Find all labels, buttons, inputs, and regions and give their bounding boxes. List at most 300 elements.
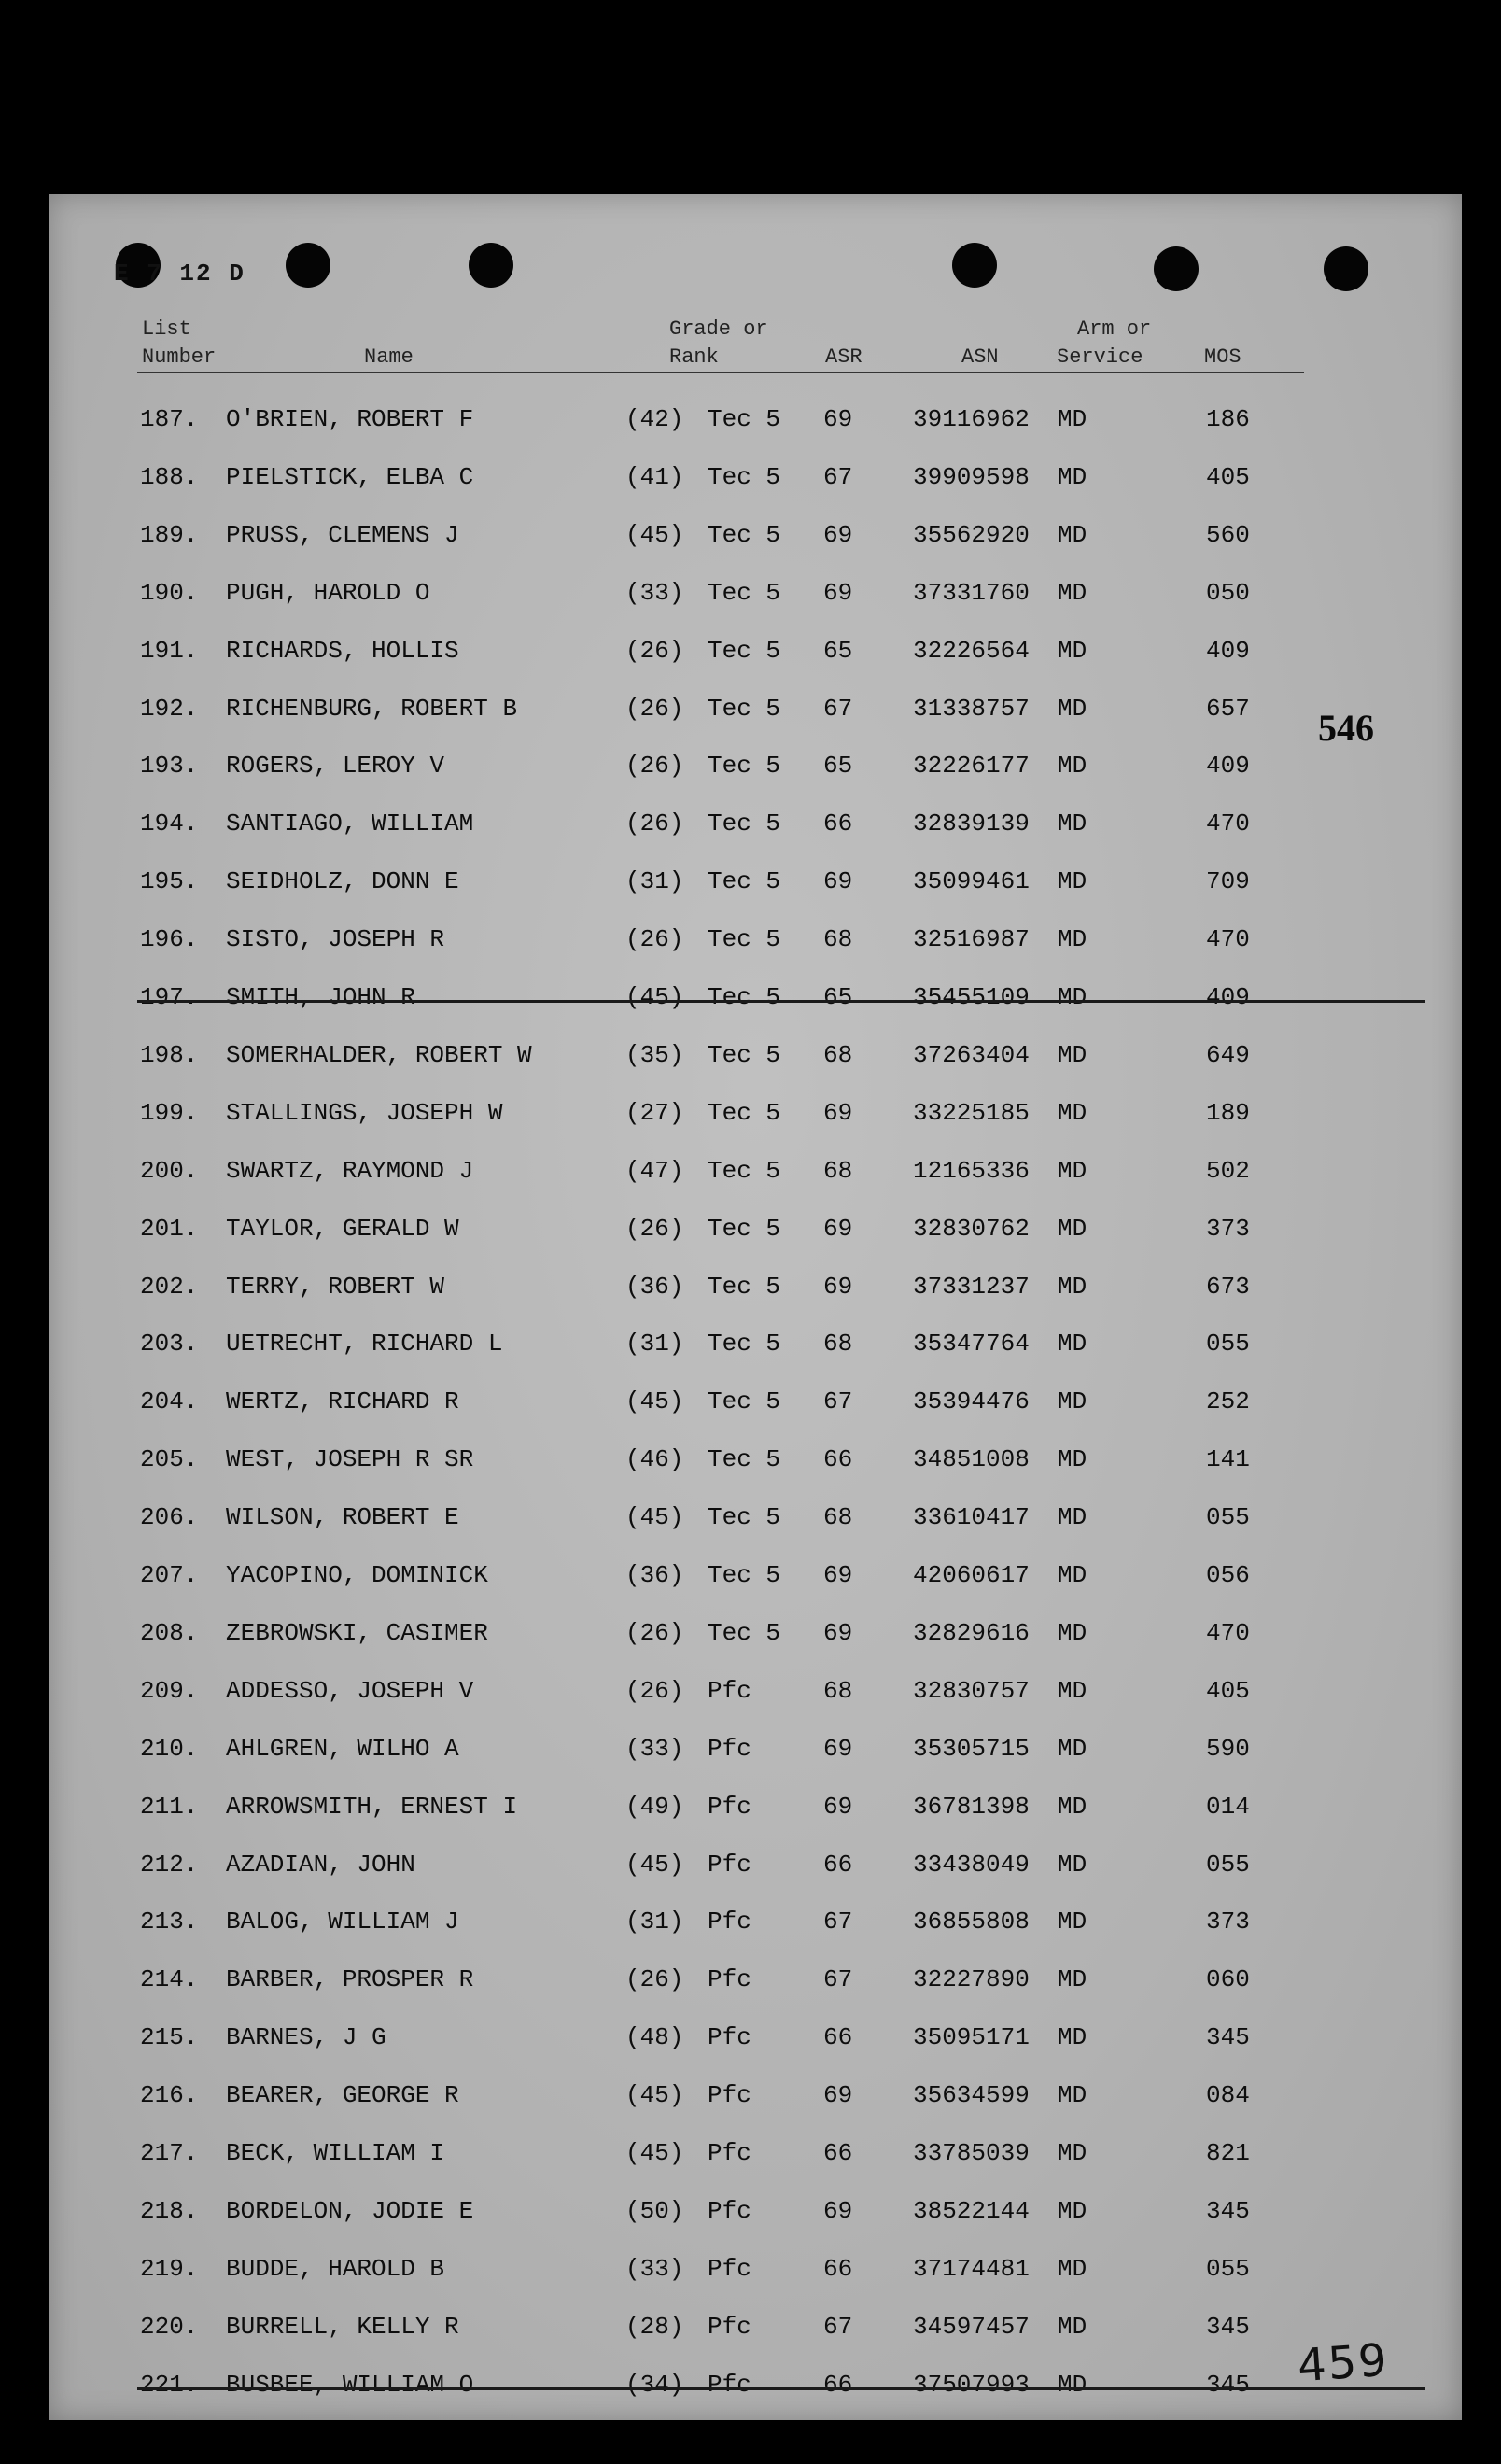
cell-mos: 345: [1206, 2197, 1250, 2225]
cell-name: SEIDHOLZ, DONN E: [226, 867, 459, 895]
cell-grade: Pfc: [708, 2023, 751, 2051]
table-row: [49, 1384, 1462, 1421]
cell-asn: 32829616: [913, 1619, 1030, 1647]
cell-asr: 68: [823, 925, 853, 953]
cell-age: (33): [625, 1735, 684, 1763]
cell-grade: Pfc: [708, 1908, 751, 1936]
cell-asr: 69: [823, 1215, 853, 1243]
cell-mos: 560: [1206, 521, 1250, 549]
cell-name: AZADIAN, JOHN: [226, 1851, 415, 1879]
cell-mos: 056: [1206, 1561, 1250, 1589]
cell-mos: 373: [1206, 1215, 1250, 1243]
cell-arm: MD: [1058, 867, 1087, 895]
cell-name: STALLINGS, JOSEPH W: [226, 1099, 503, 1127]
cell-arm: MD: [1058, 1619, 1087, 1647]
cell-name: YACOPINO, DOMINICK: [226, 1561, 488, 1589]
table-row: [49, 1269, 1462, 1306]
cell-num: 187.: [140, 405, 199, 433]
cell-grade: Tec 5: [708, 695, 781, 723]
cell-age: (33): [625, 2255, 684, 2283]
cell-name: BALOG, WILLIAM J: [226, 1908, 459, 1936]
cell-mos: 345: [1206, 2023, 1250, 2051]
cell-name: SANTIAGO, WILLIAM: [226, 810, 474, 838]
table-row: [49, 2193, 1462, 2231]
table-row: [49, 1153, 1462, 1190]
cell-grade: Pfc: [708, 1851, 751, 1879]
cell-arm: MD: [1058, 1793, 1087, 1821]
cell-mos: 657: [1206, 695, 1250, 723]
cell-asn: 42060617: [913, 1561, 1030, 1589]
cell-asr: 66: [823, 2023, 853, 2051]
cell-asn: 35305715: [913, 1735, 1030, 1763]
cell-asn: 37263404: [913, 1041, 1030, 1069]
punch-hole-6: [1324, 246, 1368, 291]
cell-num: 221.: [140, 2371, 199, 2399]
cell-age: (49): [625, 1793, 684, 1821]
cell-grade: Pfc: [708, 1793, 751, 1821]
cell-age: (35): [625, 1041, 684, 1069]
cell-name: BEARER, GEORGE R: [226, 2081, 459, 2109]
cell-mos: 373: [1206, 1908, 1250, 1936]
cell-asr: 69: [823, 2081, 853, 2109]
cell-arm: MD: [1058, 1157, 1087, 1185]
cell-asn: 34851008: [913, 1445, 1030, 1473]
cell-asr: 65: [823, 752, 853, 780]
roster-page: [49, 194, 1462, 2420]
cell-grade: Tec 5: [708, 1445, 781, 1473]
cell-asr: 68: [823, 1157, 853, 1185]
strikethrough-line: [137, 2387, 1425, 2390]
table-row: [49, 1326, 1462, 1363]
cell-name: BARBER, PROSPER R: [226, 1965, 474, 1993]
cell-mos: 502: [1206, 1157, 1250, 1185]
cell-age: (27): [625, 1099, 684, 1127]
header-asn: ASN: [961, 345, 999, 369]
cell-arm: MD: [1058, 1561, 1087, 1589]
cell-arm: MD: [1058, 1445, 1087, 1473]
cell-mos: 409: [1206, 637, 1250, 665]
cell-name: PRUSS, CLEMENS J: [226, 521, 459, 549]
table-row: [49, 691, 1462, 728]
cell-grade: Pfc: [708, 2139, 751, 2167]
cell-name: UETRECHT, RICHARD L: [226, 1330, 503, 1358]
table-row: [49, 1731, 1462, 1768]
cell-name: TERRY, ROBERT W: [226, 1273, 445, 1301]
cell-mos: 345: [1206, 2313, 1250, 2341]
cell-mos: 014: [1206, 1793, 1250, 1821]
cell-age: (26): [625, 925, 684, 953]
cell-asn: 33785039: [913, 2139, 1030, 2167]
cell-asr: 66: [823, 1445, 853, 1473]
cell-age: (45): [625, 1387, 684, 1415]
cell-arm: MD: [1058, 1965, 1087, 1993]
table-row: [49, 2251, 1462, 2288]
cell-grade: Tec 5: [708, 810, 781, 838]
cell-num: 212.: [140, 1851, 199, 1879]
cell-arm: MD: [1058, 2081, 1087, 2109]
cell-asn: 35394476: [913, 1387, 1030, 1415]
cell-arm: MD: [1058, 1330, 1087, 1358]
cell-asr: 67: [823, 1387, 853, 1415]
cell-arm: MD: [1058, 521, 1087, 549]
punch-hole-2: [286, 243, 330, 288]
cell-mos: 405: [1206, 1677, 1250, 1705]
cell-asr: 69: [823, 1561, 853, 1589]
table-row: [49, 864, 1462, 901]
cell-num: 217.: [140, 2139, 199, 2167]
cell-asn: 32830762: [913, 1215, 1030, 1243]
cell-asr: 69: [823, 579, 853, 607]
cell-asn: 33610417: [913, 1503, 1030, 1531]
cell-arm: MD: [1058, 1041, 1087, 1069]
cell-asr: 66: [823, 1851, 853, 1879]
cell-grade: Tec 5: [708, 637, 781, 665]
cell-name: BECK, WILLIAM I: [226, 2139, 445, 2167]
cell-grade: Tec 5: [708, 1619, 781, 1647]
cell-mos: 470: [1206, 810, 1250, 838]
cell-mos: 673: [1206, 1273, 1250, 1301]
cell-asr: 68: [823, 1503, 853, 1531]
table-row: [49, 459, 1462, 497]
cell-age: (42): [625, 405, 684, 433]
cell-name: BUDDE, HAROLD B: [226, 2255, 445, 2283]
cell-name: SWARTZ, RAYMOND J: [226, 1157, 474, 1185]
cell-asr: 69: [823, 2197, 853, 2225]
cell-arm: MD: [1058, 579, 1087, 607]
cell-mos: 345: [1206, 2371, 1250, 2399]
cell-name: ROGERS, LEROY V: [226, 752, 445, 780]
cell-mos: 141: [1206, 1445, 1250, 1473]
table-row: [49, 2367, 1462, 2404]
cell-num: 214.: [140, 1965, 199, 1993]
cell-age: (28): [625, 2313, 684, 2341]
header-mos: MOS: [1204, 345, 1241, 369]
cell-num: 208.: [140, 1619, 199, 1647]
table-row: [49, 633, 1462, 670]
cell-asn: 35099461: [913, 867, 1030, 895]
cell-age: (26): [625, 695, 684, 723]
cell-num: 210.: [140, 1735, 199, 1763]
cell-arm: MD: [1058, 810, 1087, 838]
cell-name: WEST, JOSEPH R SR: [226, 1445, 474, 1473]
cell-grade: Pfc: [708, 2371, 751, 2399]
cell-asn: 35455109: [913, 983, 1030, 1011]
cell-asn: 33438049: [913, 1851, 1030, 1879]
cell-asn: 32516987: [913, 925, 1030, 953]
cell-num: 206.: [140, 1503, 199, 1531]
table-row: [49, 1904, 1462, 1941]
punch-hole-3: [469, 243, 513, 288]
table-row: [49, 748, 1462, 785]
cell-num: 195.: [140, 867, 199, 895]
cell-name: WILSON, ROBERT E: [226, 1503, 459, 1531]
cell-grade: Tec 5: [708, 521, 781, 549]
cell-name: BUSBEE, WILLIAM O: [226, 2371, 474, 2399]
cell-age: (45): [625, 521, 684, 549]
cell-arm: MD: [1058, 405, 1087, 433]
cell-num: 219.: [140, 2255, 199, 2283]
cell-asn: 36855808: [913, 1908, 1030, 1936]
cell-asr: 66: [823, 2255, 853, 2283]
cell-arm: MD: [1058, 983, 1087, 1011]
cell-grade: Tec 5: [708, 1157, 781, 1185]
cell-num: 200.: [140, 1157, 199, 1185]
cell-asr: 67: [823, 1965, 853, 1993]
cell-arm: MD: [1058, 463, 1087, 491]
cell-mos: 189: [1206, 1099, 1250, 1127]
cell-arm: MD: [1058, 1908, 1087, 1936]
cell-mos: 055: [1206, 1330, 1250, 1358]
cell-grade: Tec 5: [708, 1330, 781, 1358]
cell-num: 213.: [140, 1908, 199, 1936]
cell-num: 204.: [140, 1387, 199, 1415]
cell-asn: 32226177: [913, 752, 1030, 780]
cell-asn: 37174481: [913, 2255, 1030, 2283]
handwritten-page-number: 459: [1296, 2333, 1391, 2393]
cell-age: (48): [625, 2023, 684, 2051]
cell-age: (31): [625, 867, 684, 895]
table-row: [49, 2135, 1462, 2173]
cell-arm: MD: [1058, 2197, 1087, 2225]
cell-age: (26): [625, 1965, 684, 1993]
cell-mos: 470: [1206, 925, 1250, 953]
cell-age: (26): [625, 1619, 684, 1647]
cell-asr: 66: [823, 810, 853, 838]
cell-mos: 709: [1206, 867, 1250, 895]
cell-grade: Pfc: [708, 1735, 751, 1763]
cell-asn: 34597457: [913, 2313, 1030, 2341]
cell-asr: 69: [823, 867, 853, 895]
cell-num: 197.: [140, 983, 199, 1011]
cell-asr: 69: [823, 1735, 853, 1763]
cell-age: (36): [625, 1273, 684, 1301]
table-row: [49, 2309, 1462, 2346]
cell-name: RICHENBURG, ROBERT B: [226, 695, 518, 723]
cell-age: (36): [625, 1561, 684, 1589]
cell-mos: 470: [1206, 1619, 1250, 1647]
cell-num: 201.: [140, 1215, 199, 1243]
cell-asr: 65: [823, 983, 853, 1011]
cell-num: 220.: [140, 2313, 199, 2341]
cell-name: ADDESSO, JOSEPH V: [226, 1677, 474, 1705]
cell-age: (45): [625, 2081, 684, 2109]
cell-mos: 060: [1206, 1965, 1250, 1993]
cell-name: PIELSTICK, ELBA C: [226, 463, 474, 491]
cell-age: (26): [625, 1215, 684, 1243]
cell-arm: MD: [1058, 695, 1087, 723]
cell-name: WERTZ, RICHARD R: [226, 1387, 459, 1415]
cell-asr: 69: [823, 1793, 853, 1821]
cell-arm: MD: [1058, 637, 1087, 665]
table-row: [49, 1615, 1462, 1653]
cell-age: (45): [625, 1851, 684, 1879]
header-grade: Grade or Rank: [669, 317, 768, 369]
cell-arm: MD: [1058, 1677, 1087, 1705]
cell-grade: Tec 5: [708, 579, 781, 607]
cell-grade: Tec 5: [708, 1387, 781, 1415]
cell-asr: 66: [823, 2139, 853, 2167]
table-row: [49, 1789, 1462, 1826]
cell-age: (34): [625, 2371, 684, 2399]
cell-asr: 68: [823, 1330, 853, 1358]
cell-grade: Tec 5: [708, 405, 781, 433]
cell-grade: Tec 5: [708, 1041, 781, 1069]
cell-grade: Tec 5: [708, 867, 781, 895]
cell-grade: Pfc: [708, 2197, 751, 2225]
cell-grade: Tec 5: [708, 1099, 781, 1127]
header-arm: Arm or Service: [1057, 317, 1152, 369]
header-list-number: List Number: [142, 317, 217, 369]
cell-age: (46): [625, 1445, 684, 1473]
table-row: [49, 1500, 1462, 1537]
cell-grade: Tec 5: [708, 463, 781, 491]
cell-arm: MD: [1058, 752, 1087, 780]
table-row: [49, 979, 1462, 1017]
cell-asn: 39116962: [913, 405, 1030, 433]
cell-grade: Pfc: [708, 1677, 751, 1705]
cell-name: BARNES, J G: [226, 2023, 386, 2051]
cell-age: (50): [625, 2197, 684, 2225]
cell-mos: 055: [1206, 2255, 1250, 2283]
cell-arm: MD: [1058, 925, 1087, 953]
cell-num: 188.: [140, 463, 199, 491]
table-row: [49, 922, 1462, 959]
cell-arm: MD: [1058, 1735, 1087, 1763]
cell-arm: MD: [1058, 1099, 1087, 1127]
table-row: [49, 517, 1462, 555]
cell-num: 205.: [140, 1445, 199, 1473]
cell-age: (26): [625, 752, 684, 780]
cell-grade: Pfc: [708, 1965, 751, 1993]
cell-name: PUGH, HAROLD O: [226, 579, 430, 607]
cell-asn: 39909598: [913, 463, 1030, 491]
cell-arm: MD: [1058, 2255, 1087, 2283]
cell-grade: Tec 5: [708, 1561, 781, 1589]
header-underline: [137, 372, 1304, 373]
table-row: [49, 1557, 1462, 1595]
cell-num: 191.: [140, 637, 199, 665]
table-row: [49, 1962, 1462, 1999]
cell-name: RICHARDS, HOLLIS: [226, 637, 459, 665]
cell-asn: 36781398: [913, 1793, 1030, 1821]
cell-num: 192.: [140, 695, 199, 723]
cell-num: 215.: [140, 2023, 199, 2051]
cell-asn: 32226564: [913, 637, 1030, 665]
cell-age: (31): [625, 1330, 684, 1358]
cell-name: ARROWSMITH, ERNEST I: [226, 1793, 518, 1821]
cell-arm: MD: [1058, 2023, 1087, 2051]
table-row: [49, 2077, 1462, 2115]
cell-asn: 37331237: [913, 1273, 1030, 1301]
cell-grade: Tec 5: [708, 1503, 781, 1531]
table-row: [49, 1847, 1462, 1884]
cell-asr: 65: [823, 637, 853, 665]
cell-mos: 649: [1206, 1041, 1250, 1069]
cell-num: 190.: [140, 579, 199, 607]
cell-asr: 67: [823, 1908, 853, 1936]
cell-arm: MD: [1058, 1273, 1087, 1301]
cell-asr: 67: [823, 2313, 853, 2341]
cell-arm: MD: [1058, 1215, 1087, 1243]
table-row: [49, 1673, 1462, 1711]
table-row: [49, 1211, 1462, 1248]
table-row: [49, 401, 1462, 439]
cell-asr: 67: [823, 463, 853, 491]
cell-age: (47): [625, 1157, 684, 1185]
cell-asn: 37331760: [913, 579, 1030, 607]
cell-arm: MD: [1058, 2139, 1087, 2167]
cell-mos: 405: [1206, 463, 1250, 491]
cell-grade: Pfc: [708, 2081, 751, 2109]
cell-age: (41): [625, 463, 684, 491]
cell-grade: Pfc: [708, 2313, 751, 2341]
table-row: [49, 2020, 1462, 2057]
cell-mos: 055: [1206, 1851, 1250, 1879]
cell-num: 194.: [140, 810, 199, 838]
cell-asn: 32839139: [913, 810, 1030, 838]
cell-asr: 69: [823, 1619, 853, 1647]
cell-asn: 35634599: [913, 2081, 1030, 2109]
punch-hole-5: [1154, 246, 1199, 291]
cell-asr: 69: [823, 1099, 853, 1127]
cell-name: O'BRIEN, ROBERT F: [226, 405, 474, 433]
cell-age: (26): [625, 1677, 684, 1705]
cell-age: (31): [625, 1908, 684, 1936]
cell-asn: 31338757: [913, 695, 1030, 723]
cell-asr: 66: [823, 2371, 853, 2399]
cell-mos: 186: [1206, 405, 1250, 433]
cell-name: TAYLOR, GERALD W: [226, 1215, 459, 1243]
cell-num: 189.: [140, 521, 199, 549]
cell-mos: 252: [1206, 1387, 1250, 1415]
cell-name: AHLGREN, WILHO A: [226, 1735, 459, 1763]
cell-num: 202.: [140, 1273, 199, 1301]
cell-grade: Tec 5: [708, 1215, 781, 1243]
cell-arm: MD: [1058, 1503, 1087, 1531]
cell-age: (45): [625, 2139, 684, 2167]
cell-grade: Tec 5: [708, 752, 781, 780]
cell-arm: MD: [1058, 1851, 1087, 1879]
cell-asn: 38522144: [913, 2197, 1030, 2225]
cell-asr: 69: [823, 521, 853, 549]
cell-asr: 69: [823, 405, 853, 433]
cell-mos: 409: [1206, 752, 1250, 780]
header-asr: ASR: [825, 345, 863, 369]
cell-num: 207.: [140, 1561, 199, 1589]
cell-asn: 33225185: [913, 1099, 1030, 1127]
cell-num: 196.: [140, 925, 199, 953]
cell-mos: 409: [1206, 983, 1250, 1011]
cell-arm: MD: [1058, 2371, 1087, 2399]
page-stamp-number: 546: [1318, 707, 1374, 749]
cell-asn: 35562920: [913, 521, 1030, 549]
cell-mos: 084: [1206, 2081, 1250, 2109]
cell-asn: 32830757: [913, 1677, 1030, 1705]
cell-asn: 12165336: [913, 1157, 1030, 1185]
cell-arm: MD: [1058, 1387, 1087, 1415]
cell-name: BORDELON, JODIE E: [226, 2197, 474, 2225]
cell-asr: 69: [823, 1273, 853, 1301]
cell-num: 199.: [140, 1099, 199, 1127]
punch-hole-4: [952, 243, 997, 288]
cell-num: 193.: [140, 752, 199, 780]
cell-grade: Tec 5: [708, 983, 781, 1011]
cell-asn: 35347764: [913, 1330, 1030, 1358]
cell-age: (33): [625, 579, 684, 607]
cell-grade: Tec 5: [708, 925, 781, 953]
cell-mos: 055: [1206, 1503, 1250, 1531]
cell-age: (45): [625, 1503, 684, 1531]
